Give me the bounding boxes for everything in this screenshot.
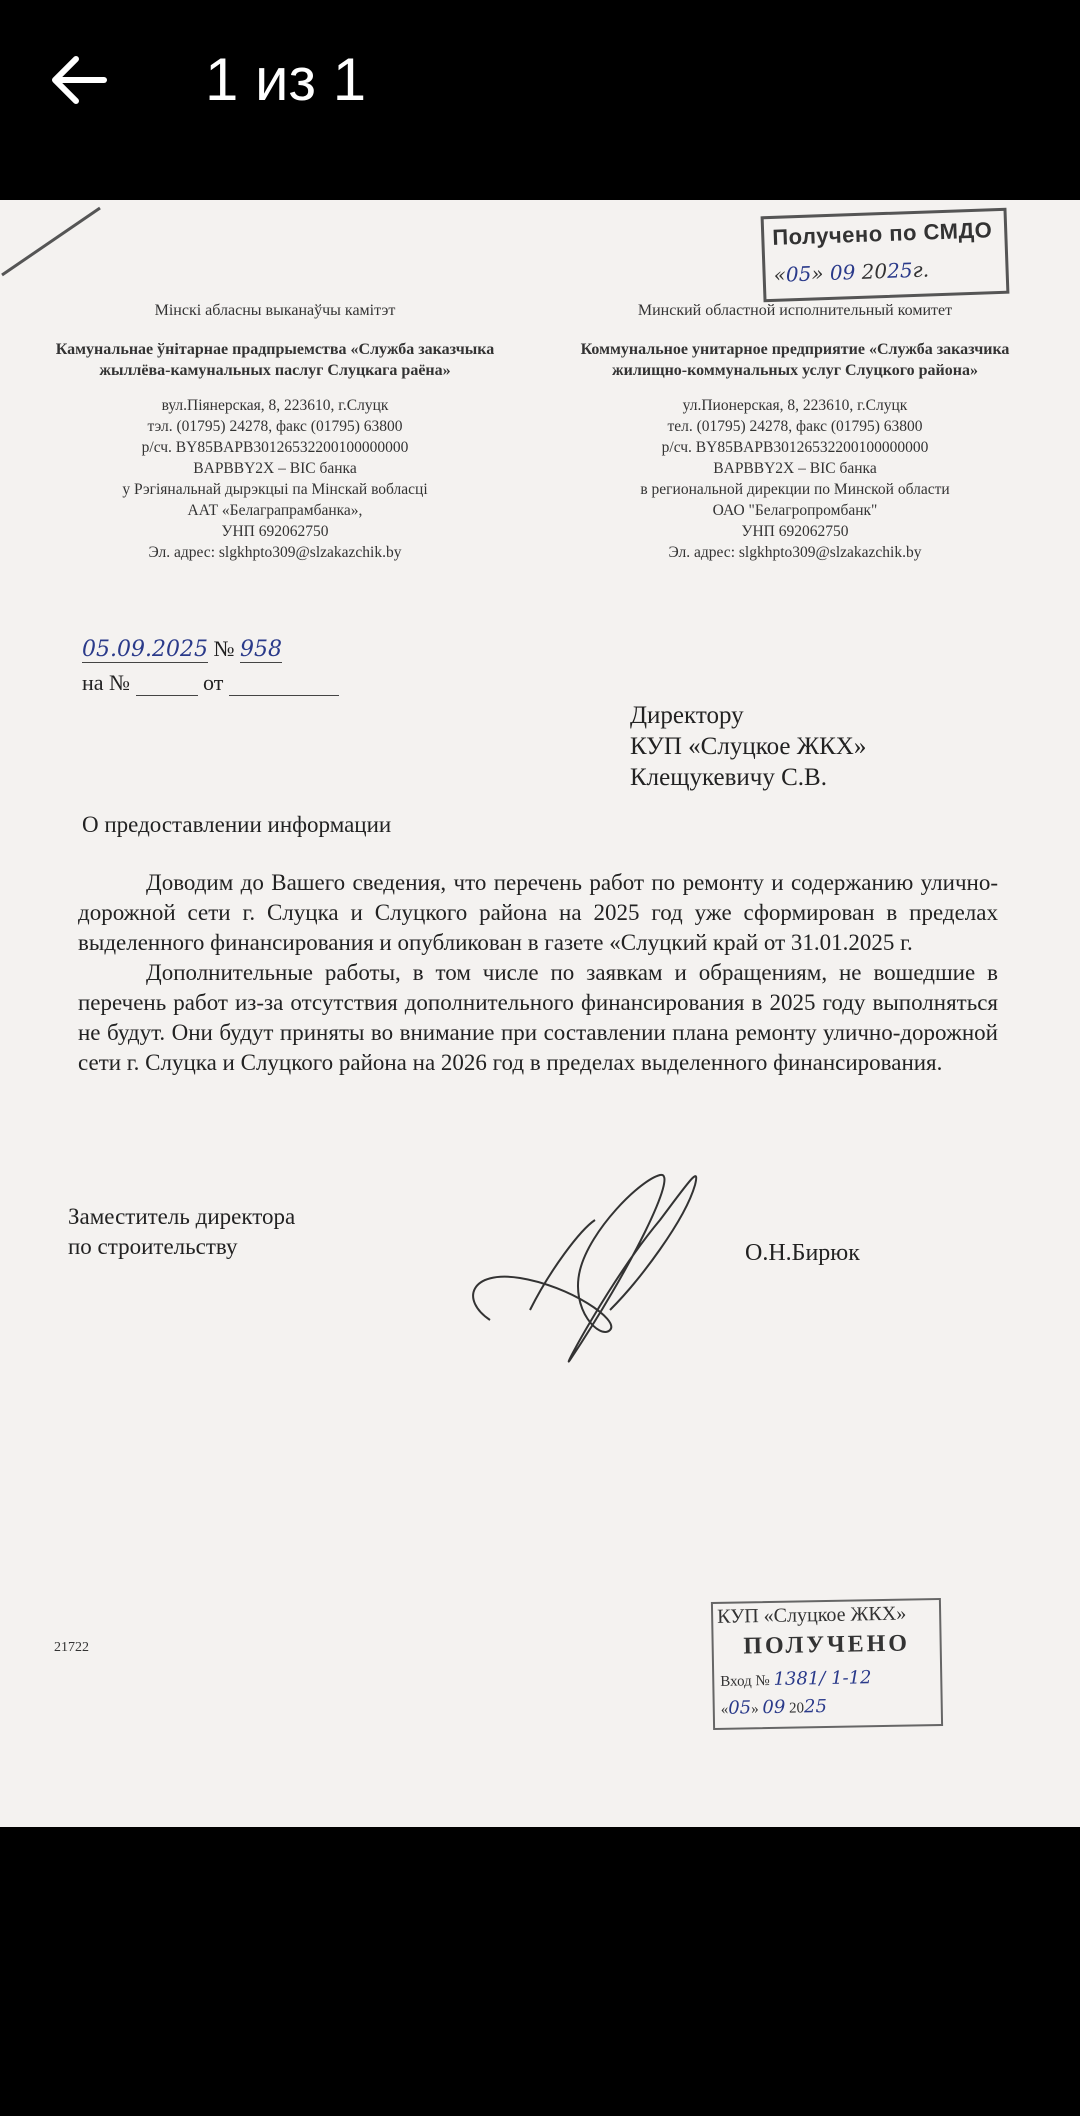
smdo-day: 05 [785,261,812,287]
signatory-title-line: по строительству [68,1234,238,1259]
header-org: Минский областной исполнительный комитет [637,302,953,319]
signatory-name: О.Н.Бирюк [745,1240,860,1266]
outgoing-number [82,636,282,662]
addressee-block [630,700,866,793]
handwritten-signature [460,1160,720,1380]
arrow-left-icon [40,45,120,115]
letter-subject: О предоставлении информации [82,812,392,837]
received-in-number: 1381/ 1-12 [773,1667,872,1690]
header-russian [560,300,1030,563]
letter-body [78,868,998,1078]
header-line: Эл. адрес: slgkhpto309@slzakazchik.by [668,544,922,561]
header-line: р/сч. BY85BAPB30126532200100000000 [661,439,929,456]
header-belarusian [40,300,510,563]
received-stamp-date: «05» 09 2025 [720,1696,828,1719]
header-line: тел. (01795) 24278, факс (01795) 63800 [667,418,923,435]
ref-ot-label: от [203,670,224,695]
header-line: ААТ «Белаграпрамбанка», [187,502,363,519]
outgoing-no-label: № [213,636,235,661]
addressee-line: Клещукевичу С.В. [630,764,827,791]
header-line: ул.Пионерская, 8, 223610, г.Слуцк [682,397,908,414]
smdo-stamp-title: Получено по СМДО [771,217,993,250]
viewer-toolbar [0,0,1080,200]
header-line: вул.Піянерская, 8, 223610, г.Слуцк [161,397,389,414]
header-line: тэл. (01795) 24278, факс (01795) 63800 [147,418,403,435]
body-paragraph: Доводим до Вашего сведения, что перечень работ по ремонту и содержанию улично-дорожной сети г. Слуцка и Слуцкого района на 2025 год уже сформирован в пределах выделенного финансирования и опубликован в газете «Слуцкий край от 31.01.2025 г. [78,870,998,955]
header-line: у Рэгіянальнай дырэкцыі па Мінскай вобласці [122,481,428,498]
addressee-line: КУП «Слуцкое ЖКХ» [630,733,867,760]
header-org: Мінскі абласны выканаўчы камітэт [154,302,396,319]
header-line: УНП 692062750 [221,523,329,540]
header-enterprise: Камунальнае ўнітарнае прадпрыемства «Служба заказчыка жыллёва-камунальных паслуг Слуцкага раёна» [55,341,495,379]
back-button[interactable] [40,45,120,115]
outgoing-date: 05.09.2025 [82,637,208,662]
body-paragraph: Дополнительные работы, в том числе по заявкам и обращениям, не вошедшие в перечень работ из-за отсутствия дополнительного финансирования в 2025 году выполняться не будут. Они будут приняты во внимание при составлении плана ремонту улично-дорожной сети г. Слуцка и Слуцкого района на 2026 год в пределах выделенного финансирования. [78,960,998,1075]
received-stamp-title: ПОЛУЧЕНО [743,1630,911,1660]
reference-number [82,670,339,696]
received-year-prefix: 20 [788,1700,805,1717]
page-counter: 1 из 1 [205,46,367,113]
pen-stroke-mark [0,200,120,290]
addressee-line: Директору [630,702,744,729]
viewer-bottom-area [0,1827,1080,2116]
header-line: BAPBBY2X – BIC банка [193,460,357,477]
smdo-year-prefix: 20 [861,258,888,284]
received-stamp [711,1598,943,1730]
header-line: ОАО "Белагропромбанк" [712,502,878,519]
received-year-suffix: 25 [803,1696,828,1718]
ref-na-label: на № [82,670,131,695]
executor-code: 21722 [54,1640,89,1655]
header-line: BAPBBY2X – BIC банка [713,460,877,477]
header-line: р/сч. BY85BAPB30126532200100000000 [141,439,409,456]
header-line: УНП 692062750 [741,523,849,540]
header-line: в региональной дирекции по Минской области [640,481,950,498]
smdo-stamp-date: «05» 09 2025г. [773,257,930,287]
document-photo[interactable] [0,200,1080,1827]
received-in-label: Вход № [720,1673,770,1690]
received-month: 09 [762,1696,786,1719]
smdo-month: 09 [829,260,856,285]
signatory-title-line: Заместитель директора [68,1204,296,1229]
header-enterprise: Коммунальное унитарное предприятие «Служба заказчика жилищно-коммунальных услуг Слуцкого района» [580,341,1010,379]
received-stamp-org: КУП «Слуцкое ЖКХ» [716,1602,907,1628]
header-line: Эл. адрес: slgkhpto309@slzakazchik.by [148,544,402,561]
signatory-title [68,1202,295,1262]
smdo-year-suffix: 25 [886,258,913,283]
outgoing-no-value: 958 [239,637,282,662]
received-stamp-in [720,1667,872,1691]
smdo-received-stamp [761,208,1010,303]
received-day: 05 [728,1697,752,1719]
